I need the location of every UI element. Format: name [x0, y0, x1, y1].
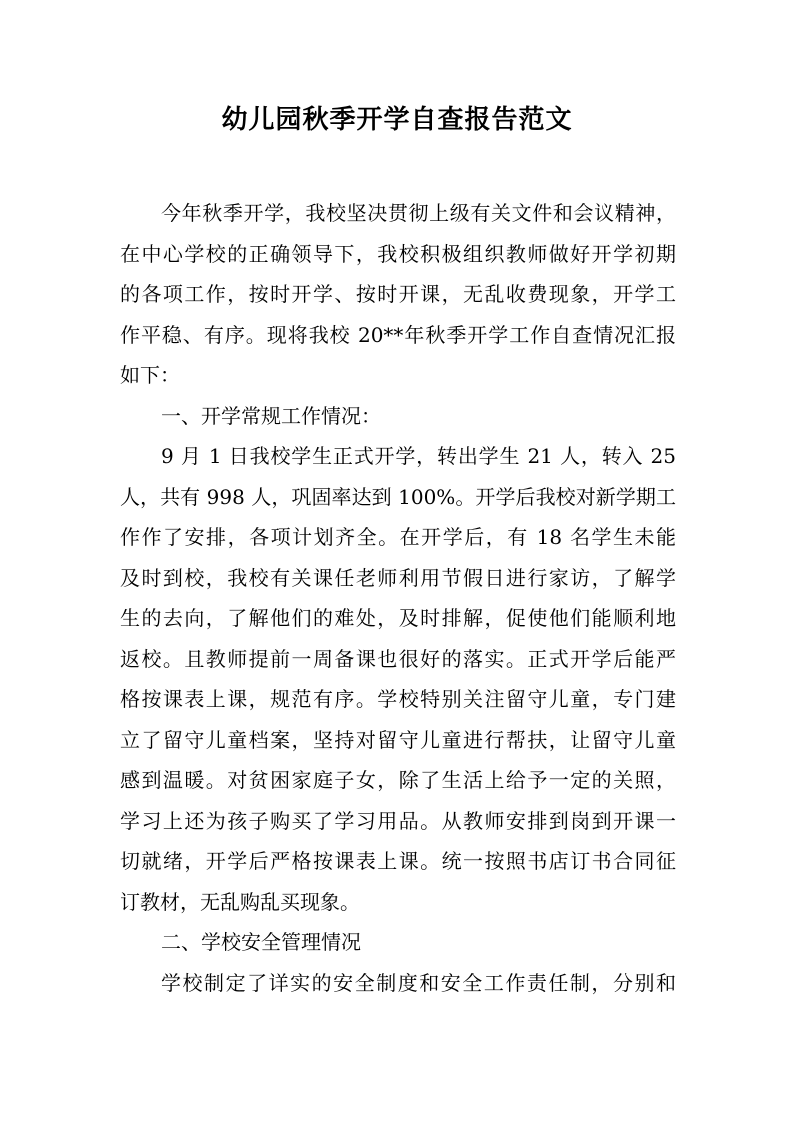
paragraph-line: 如下： — [120, 363, 180, 387]
paragraph-line: 学习上还为孩子购买了学习用品。从教师安排到岗到开课一 — [120, 808, 676, 833]
paragraph-line: 作平稳、有序。现将我校 20**年秋季开学工作自查情况汇报 — [120, 322, 676, 347]
paragraph-line: 的各项工作，按时开学、按时开课，无乱收费现象，开学工 — [120, 282, 676, 306]
paragraph-line: 切就绪，开学后严格按课表上课。统一按照书店订书合同征 — [120, 849, 676, 873]
paragraph-line: 9 月 1 日我校学生正式开学，转出学生 21 人，转入 25 — [161, 444, 676, 468]
paragraph-line: 格按课表上课，规范有序。学校特别关注留守儿童，专门建 — [120, 687, 676, 711]
paragraph-line: 作作了安排，各项计划齐全。在开学后，有 18 名学生未能 — [120, 525, 676, 549]
paragraph-line: 订教材，无乱购乱买现象。 — [120, 889, 360, 914]
paragraph-line: 感到温暖。对贫困家庭子女，除了生活上给予一定的关照， — [120, 768, 676, 792]
document-title: 幼儿园秋季开学自查报告范文 — [221, 105, 573, 135]
paragraph-line: 返校。且教师提前一周备课也很好的落实。正式开学后能严 — [120, 646, 676, 671]
section-heading: 一、开学常规工作情况： — [161, 403, 381, 428]
paragraph-line: 在中心学校的正确领导下，我校积极组织教师做好开学初期 — [120, 241, 676, 266]
paragraph-line: 人，共有 998 人，巩固率达到 100%。开学后我校对新学期工 — [120, 484, 676, 509]
paragraph-line: 今年秋季开学，我校坚决贯彻上级有关文件和会议精神， — [161, 201, 676, 225]
paragraph-line: 及时到校，我校有关课任老师利用节假日进行家访，了解学 — [120, 565, 676, 590]
paragraph-line: 学校制定了详实的安全制度和安全工作责任制，分别和 — [161, 970, 676, 995]
paragraph-line: 立了留守儿童档案，坚持对留守儿童进行帮扶，让留守儿童 — [120, 727, 676, 752]
section-heading: 二、学校安全管理情况 — [161, 930, 361, 954]
document-body — [120, 193, 676, 1003]
paragraph-line: 生的去向，了解他们的难处，及时排解，促使他们能顺利地 — [120, 606, 676, 630]
